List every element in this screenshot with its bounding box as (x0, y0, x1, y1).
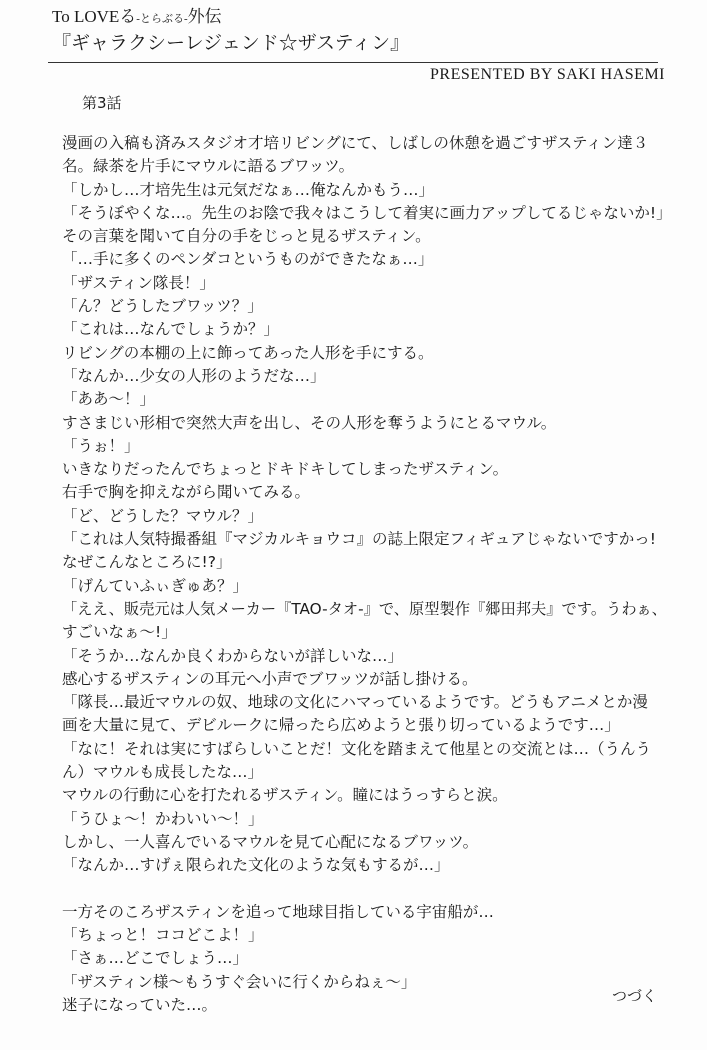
text-line: 名。緑茶を片手にマウルに語るブワッツ。 (62, 157, 355, 176)
text-line: リビングの本棚の上に飾ってあった人形を手にする。 (62, 343, 434, 362)
text-line: 画を大量に見て、デビルークに帰ったら広めようと張り切っているようです…」 (62, 716, 620, 735)
text-line: 「ザスティン隊長！」 (62, 273, 215, 292)
text-line: 「さぁ…どこでしょう…」 (62, 949, 249, 968)
text-line: すごいなぁ～!」 (62, 623, 177, 642)
text-line: 「ああ～！」 (62, 390, 156, 409)
text-line: 「これは…なんでしょうか？」 (62, 320, 280, 339)
text-line: 「ザスティン様～もうすぐ会いに行くからねぇ～」 (62, 972, 417, 991)
series-title-reading: -とらぶる- (136, 13, 188, 25)
chapter-heading: 第3話 (82, 94, 122, 112)
text-line: 「うぉ！」 (62, 436, 140, 455)
text-line: しかし、一人喜んでいるマウルを見て心配になるブワッツ。 (62, 832, 479, 851)
text-line: 「ええ、販売元は人気メーカー『TAO-タオ-』で、原型製作『郷田邦夫』です。うわぁ、 (62, 599, 667, 618)
author-credit: PRESENTED BY SAKI HASEMI (430, 66, 665, 83)
paragraph-break (62, 878, 676, 901)
title-block (52, 6, 472, 56)
text-line: 一方そのころザスティンを追って地球目指している宇宙船が… (62, 902, 494, 921)
text-line: 「なに！それは実にすばらしいことだ！文化を踏まえて他星との交流とは…（うんう (62, 739, 652, 758)
text-line: 「隊長…最近マウルの奴、地球の文化にハマっているようです。どうもアニメとか漫 (62, 693, 648, 712)
text-line: すさまじい形相で突然大声を出し、その人形を奪うようにとるマウル。 (62, 413, 557, 432)
text-line: 「げんていふぃぎゅあ？」 (62, 576, 249, 595)
text-line: 感心するザスティンの耳元へ小声でブワッツが話し掛ける。 (62, 669, 478, 688)
text-line: 「なんか…すげぇ限られた文化のような気もするが…」 (62, 856, 450, 875)
text-line: ん）マウルも成長したな…」 (62, 763, 264, 782)
series-title (52, 6, 472, 30)
text-line: 「そうぼやくな…。先生のお陰で我々はこうして着実に画力アップしてるじゃないか!」 (62, 203, 672, 222)
text-line: その言葉を聞いて自分の手をじっと見るザスティン。 (62, 227, 431, 246)
series-title-main: To LOVEる (52, 7, 137, 26)
text-line: 「しかし…才培先生は元気だなぁ…俺なんかもう…」 (62, 180, 435, 199)
text-line: 「そうか…なんか良くわからないが詳しいな…」 (62, 646, 404, 665)
text-line: 「ん？どうしたブワッツ？」 (62, 297, 263, 316)
story-subtitle: 『ギャラクシーレジェンド☆ザスティン』 (52, 32, 410, 54)
text-line: 「これは人気特撮番組『マジカルキョウコ』の誌上限定フィギュアじゃないですかっ! (62, 530, 656, 549)
text-line: 「うひょ～！かわいい～！」 (62, 809, 264, 828)
header-divider (48, 62, 658, 63)
text-line: いきなりだったんでちょっとドキドキしてしまったザスティン。 (62, 460, 509, 479)
to-be-continued: つづく (611, 987, 657, 1005)
text-line: 迷子になっていた…。 (62, 995, 218, 1014)
text-line: 「ど、どうした？マウル？」 (62, 506, 264, 525)
text-line: マウルの行動に心を打たれるザスティン。瞳にはうっすらと涙。 (62, 786, 508, 805)
text-line: 「なんか…少女の人形のようだな…」 (62, 366, 326, 385)
story-body (62, 132, 676, 1017)
text-line: 右手で胸を抑えながら聞いてみる。 (62, 483, 311, 502)
text-line: 「ちょっと！ココどこよ！」 (62, 926, 264, 945)
series-title-gaiden: 外伝 (187, 7, 222, 26)
text-line: 漫画の入稿も済みスタジオ才培リビングにて、しばしの休憩を過ごすザスティン達３ (62, 134, 649, 152)
text-line: 「…手に多くのペンダコというものができたなぁ…」 (62, 250, 434, 269)
text-line: なぜこんなところに!?」 (62, 553, 232, 572)
